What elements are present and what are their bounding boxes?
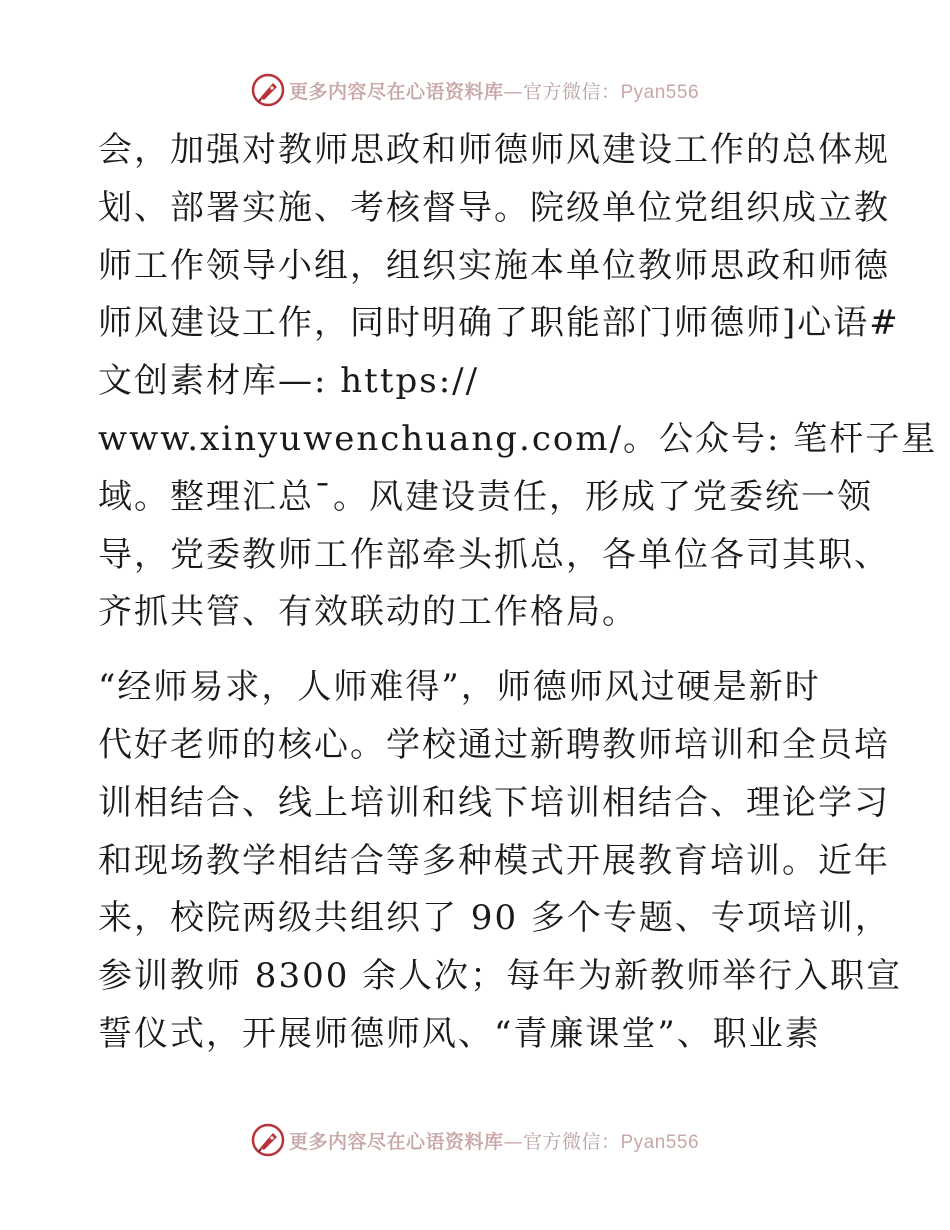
text-line: 会，加强对教师思政和师德师风建设工作的总体规 [98,130,890,170]
text-line: 代好老师的核心。学校通过新聘教师培训和全员培 [98,724,890,765]
footer-banner-main: 更多内容尽在心语资料库 [288,1130,504,1153]
header-banner [0,70,950,110]
footer-banner-dash: — [503,1130,523,1153]
text-line: “经师易求，人师难得”，师德师风过硬是新时 [98,667,821,708]
header-banner-text [289,77,699,104]
footer-banner-wechat: 官方微信： [522,1130,621,1153]
header-banner-wechat: 官方微信： [522,80,621,103]
text-line: 参训教师 8300 余人次；每年为新教师举行入职宣 [98,956,903,997]
footer-banner [0,1120,950,1160]
paragraph-2 [98,659,903,1064]
pen-nib-logo-icon [251,73,285,107]
text-line: 师风建设工作，同时明确了职能部门师德师]心语# [98,303,900,344]
header-banner-id: Pyan556 [620,81,700,103]
text-line: 导，党委教师工作部牵头抓总，各单位各司其职、 [98,534,890,575]
text-line: 来，校院两级共组织了 90 多个专题、专项培训， [98,898,891,939]
paragraph-gap [98,642,858,659]
text-line: 齐抓共管、有效联动的工作格局。 [98,592,638,633]
text-line: 誓仪式，开展师德师风、“青廉课堂”、职业素 [98,1013,821,1054]
footer-banner-text [289,1127,699,1154]
text-line: 划、部署实施、考核督导。院级单位党组织成立教 [98,187,890,228]
pen-nib-logo-icon [251,1123,285,1157]
footer-banner-id: Pyan556 [620,1131,700,1153]
header-banner-dash: — [503,80,523,103]
header-banner-main: 更多内容尽在心语资料库 [288,80,504,103]
text-line: www.xinyuwenchuang.com/。公众号: 笔杆子星 [98,418,938,459]
document-body [98,122,938,1064]
text-line: 域。整理汇总¯。风建设责任，形成了党委统一领 [98,476,873,517]
text-line: 训相结合、线上培训和线下培训相结合、理论学习 [98,782,890,823]
paragraph-1 [98,122,938,642]
text-line: 和现场教学相结合等多种模式开展教育培训。近年 [98,840,890,881]
text-line: 师工作领导小组，组织实施本单位教师思政和师德 [98,245,890,286]
text-line: 文创素材库—: https:// [98,361,480,402]
